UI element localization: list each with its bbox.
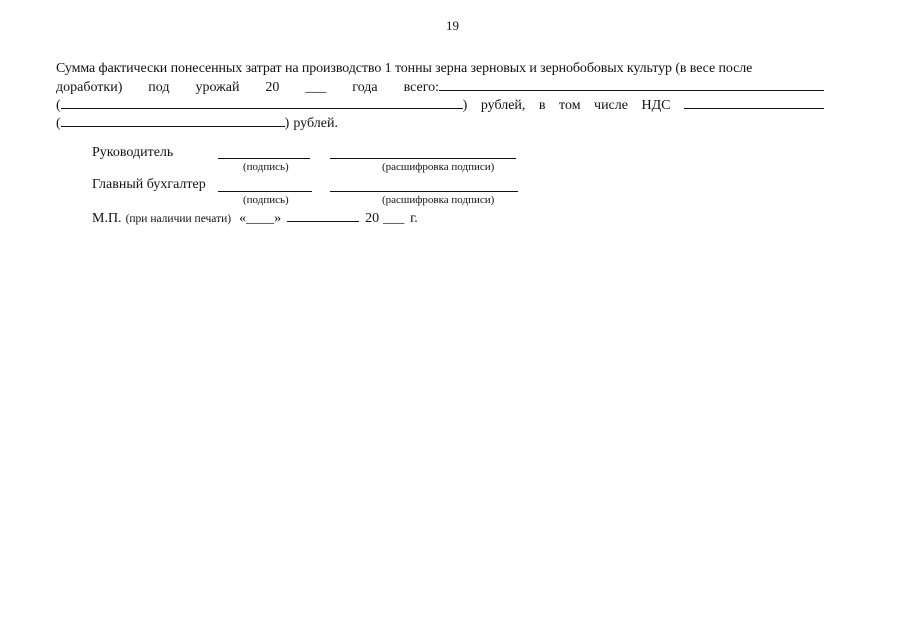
page-number: 19 bbox=[446, 18, 459, 33]
mp-label: М.П. bbox=[92, 211, 122, 226]
paragraph-line-3 bbox=[56, 96, 824, 114]
word-year-prefix: 20 bbox=[265, 80, 280, 95]
word-rubley: рублей, bbox=[480, 98, 526, 113]
paragraph-line-1: Сумма фактически понесенных затрат на производство 1 тонны зерна зерновых и зернобобовых культур (в весе после bbox=[56, 61, 753, 76]
vat-amount-blank bbox=[684, 96, 824, 109]
total-amount-blank bbox=[439, 78, 824, 91]
word-dorabotki: доработки) bbox=[56, 80, 123, 95]
vat-words-blank bbox=[61, 114, 285, 127]
accountant-decoding-caption: (расшифровка подписи) bbox=[382, 194, 495, 206]
word-pod: под bbox=[148, 80, 170, 95]
year-prefix: 20 bbox=[365, 211, 380, 226]
word-vsego: всего: bbox=[404, 78, 824, 97]
amount-words-blank bbox=[61, 96, 463, 109]
quote-open: « bbox=[239, 211, 247, 226]
word-tom: том bbox=[559, 98, 581, 113]
director-signature-line bbox=[218, 158, 310, 159]
word-urozhay: урожай bbox=[195, 80, 240, 95]
word-chisle: числе bbox=[594, 98, 628, 113]
year-suffix: г. bbox=[410, 211, 418, 226]
word-nds: НДС bbox=[641, 98, 671, 113]
director-signature-caption: (подпись) bbox=[243, 161, 289, 173]
paragraph-line-4 bbox=[56, 114, 824, 132]
day-blank: ____ bbox=[246, 211, 275, 226]
amount-words-field: ( ) bbox=[56, 98, 468, 113]
director-label: Руководитель bbox=[92, 145, 174, 160]
word-v: в bbox=[538, 98, 546, 113]
year-blank: ___ bbox=[305, 80, 327, 95]
stamp-date-line bbox=[92, 209, 418, 227]
year-blank-stamp: ___ bbox=[383, 211, 405, 226]
chief-accountant-label: Главный бухгалтер bbox=[92, 177, 206, 192]
mp-note: (при наличии печати) bbox=[125, 213, 232, 225]
quote-close: » bbox=[274, 211, 282, 226]
accountant-signature-caption: (подпись) bbox=[243, 194, 289, 206]
month-blank bbox=[287, 209, 359, 222]
director-decoding-line bbox=[330, 158, 516, 159]
cost-paragraph bbox=[56, 60, 824, 132]
director-decoding-caption: (расшифровка подписи) bbox=[382, 161, 495, 173]
vat-words-open: ( bbox=[56, 116, 61, 131]
vat-words-close: ) bbox=[284, 116, 290, 131]
word-rubley-final: рублей. bbox=[293, 116, 338, 131]
accountant-signature-line bbox=[218, 191, 312, 192]
accountant-decoding-line bbox=[330, 191, 518, 192]
word-goda: года bbox=[352, 80, 378, 95]
paragraph-line-2 bbox=[56, 78, 824, 96]
